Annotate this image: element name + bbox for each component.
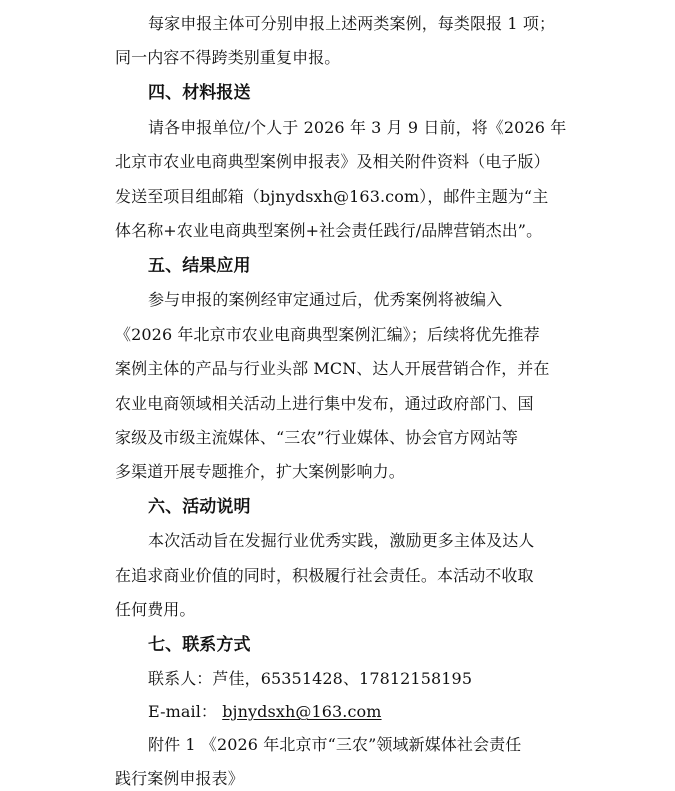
- section-heading: 六、活动说明: [148, 497, 251, 517]
- section-heading: 七、联系方式: [148, 635, 251, 655]
- paragraph-line: 请各申报单位/个人于 2026 年 3 月 9 日前，将《2026 年: [148, 118, 567, 137]
- contact-person-line: 联系人：芦佳，65351428、17812158195: [148, 669, 473, 688]
- paragraph-line: 多渠道开展专题推介，扩大案例影响力。: [115, 462, 405, 481]
- paragraph-line: 北京市农业电商典型案例申报表》及相关附件资料（电子版）: [115, 152, 550, 171]
- email-line: [148, 700, 675, 724]
- email-label: E-mail：: [148, 702, 218, 721]
- paragraph-line: 每家申报主体可分别申报上述两类案例，每类限报 1 项；: [148, 14, 556, 33]
- section-heading: 五、结果应用: [148, 256, 251, 276]
- paragraph-line: 案例主体的产品与行业头部 MCN、达人开展营销合作，并在: [115, 359, 550, 378]
- paragraph-line: 参与申报的案例经审定通过后，优秀案例将被编入: [148, 290, 503, 309]
- paragraph-line: 同一内容不得跨类别重复申报。: [115, 48, 341, 67]
- paragraph-line: 发送至项目组邮箱（bjnydsxh@163.com），邮件主题为“主: [115, 187, 549, 206]
- section-heading: 四、材料报送: [148, 83, 251, 103]
- paragraph-line: 任何费用。: [115, 600, 196, 619]
- paragraph-line: 体名称+农业电商典型案例+社会责任践行/品牌营销杰出”。: [115, 221, 543, 240]
- attachment-line: 附件 1 《2026 年北京市“三农”领域新媒体社会责任: [148, 735, 522, 754]
- paragraph-line: 家级及市级主流媒体、“三农”行业媒体、协会官方网站等: [115, 428, 518, 447]
- email-link[interactable]: bjnydsxh@163.com: [222, 702, 382, 721]
- paragraph-line: 本次活动旨在发掘行业优秀实践，激励更多主体及达人: [148, 531, 535, 550]
- attachment-line: 践行案例申报表》: [115, 769, 244, 788]
- paragraph-line: 农业电商领域相关活动上进行集中发布，通过政府部门、国: [115, 394, 534, 413]
- paragraph-line: 《2026 年北京市农业电商典型案例汇编》；后续将优先推荐: [115, 325, 540, 344]
- paragraph-line: 在追求商业价值的同时，积极履行社会责任。本活动不收取: [115, 566, 534, 585]
